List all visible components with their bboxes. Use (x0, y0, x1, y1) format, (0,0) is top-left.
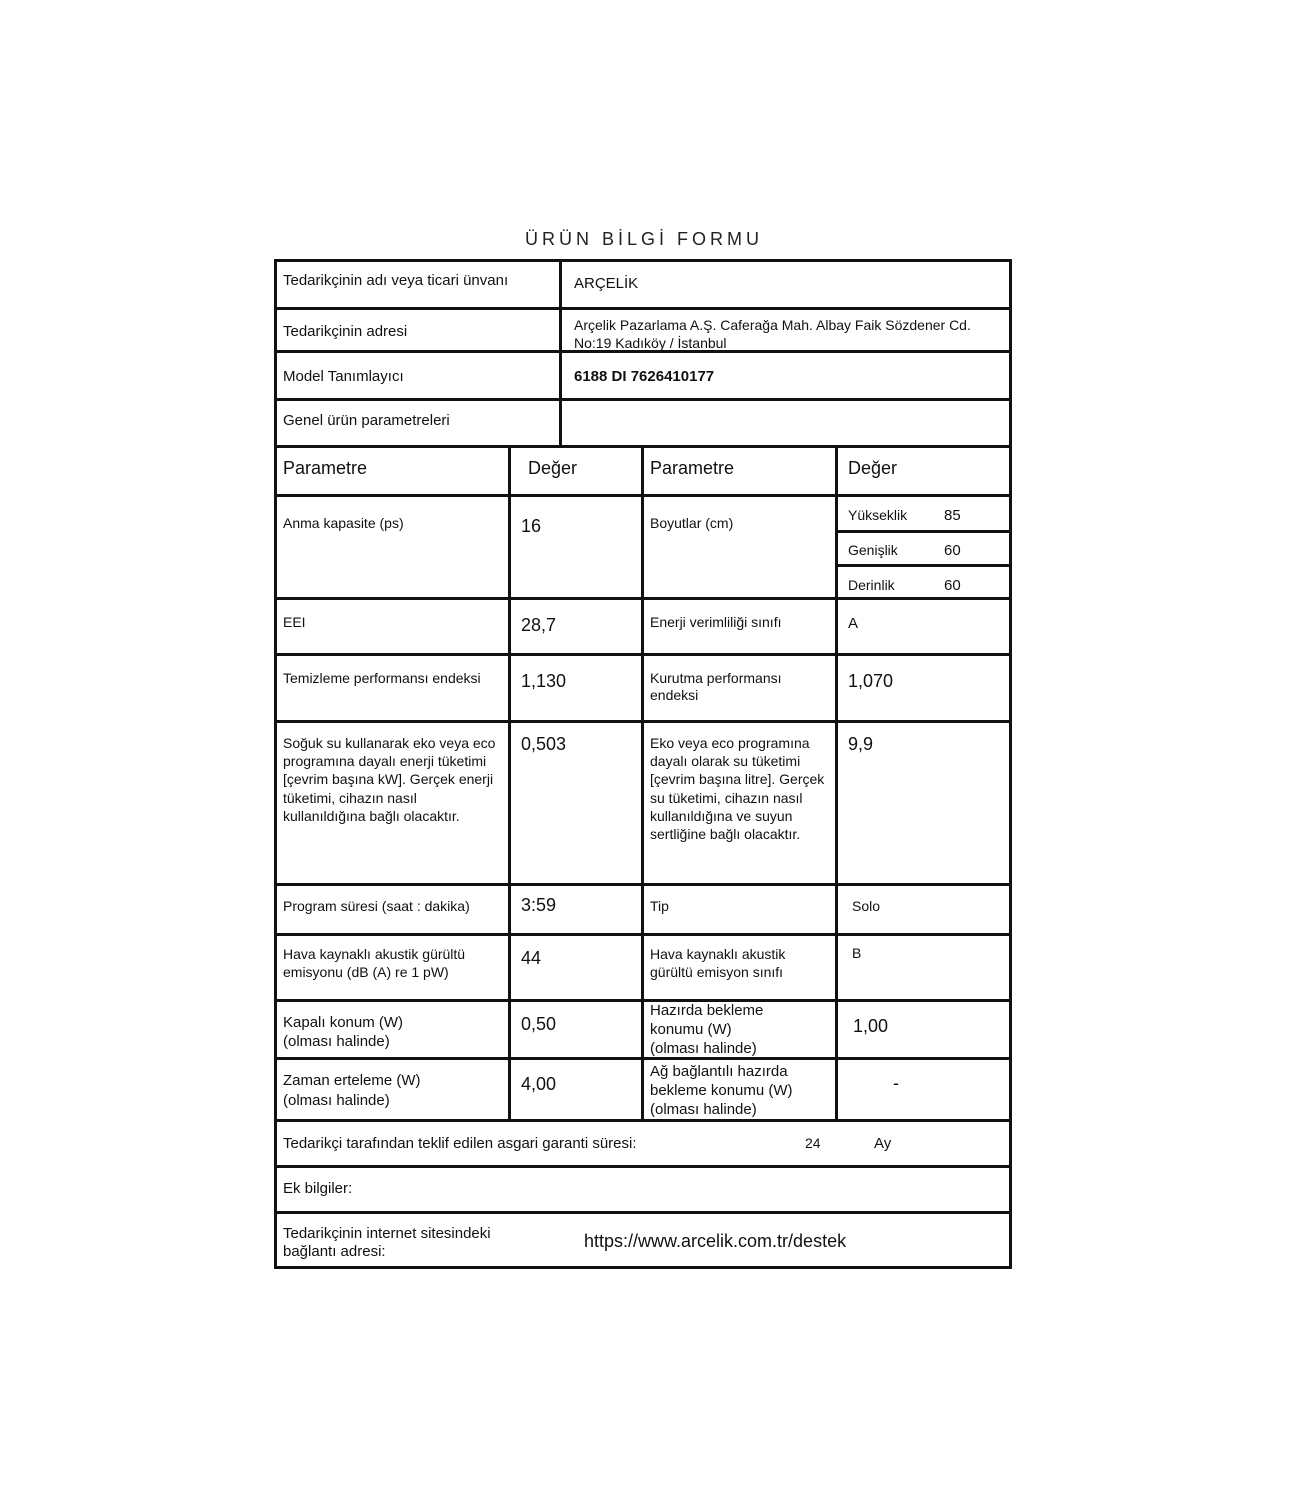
width-label: Genişlik (848, 542, 898, 558)
standby-label-line3: (olması halinde) (650, 1040, 757, 1057)
header-value-1: Değer (528, 458, 578, 478)
noise-class-label: Hava kaynaklı akustik gürültü emisyon sınıfı (650, 946, 786, 981)
website-label: Tedarikçinin internet sitesindeki bağlantı adresi: (283, 1225, 491, 1261)
type-value: Solo (852, 898, 881, 914)
warranty-unit: Ay (874, 1135, 892, 1152)
noise-emission-value: 44 (521, 948, 542, 968)
model-value: 6188 DI 7626410177 (574, 368, 715, 385)
form-title: ÜRÜN BİLGİ FORMU (524, 229, 763, 249)
drying-label: Kurutma performansı endeksi (650, 670, 782, 704)
website-link[interactable]: https://www.arcelik.com.tr/destek (584, 1231, 847, 1251)
column-divider (641, 445, 644, 1122)
depth-value: 60 (944, 577, 961, 594)
header-value-2: Değer (848, 458, 898, 478)
energy-class-value: A (848, 615, 859, 632)
off-mode-value: 0,50 (521, 1014, 557, 1034)
delay-start-value: 4,00 (521, 1074, 557, 1094)
general-params-label: Genel ürün parametreleri (283, 412, 450, 429)
row-divider (277, 1211, 1009, 1214)
row-divider (277, 398, 1009, 401)
height-label: Yükseklik (848, 507, 908, 523)
supplier-address-value: Arçelik Pazarlama A.Ş. Caferağa Mah. Albay Faik Sözdener Cd. No:19 Kadıköy / İstanbul (574, 317, 971, 351)
water-consumption-value: 9,9 (848, 734, 874, 754)
width-value: 60 (944, 542, 961, 559)
noise-class-value: B (852, 945, 862, 961)
eei-value: 28,7 (521, 615, 557, 635)
header-parameter-1: Parametre (283, 458, 368, 478)
height-value: 85 (944, 507, 961, 524)
network-standby-label-line1: Ağ bağlantılı hazırda (650, 1063, 788, 1080)
extra-info-label: Ek bilgiler: (283, 1180, 353, 1197)
type-label: Tip (650, 898, 669, 914)
cleaning-label: Temizleme performansı endeksi (283, 670, 481, 686)
capacity-value: 16 (521, 516, 542, 536)
standby-label-line1: Hazırda bekleme (650, 1002, 764, 1019)
program-duration-value: 3:59 (521, 895, 557, 915)
row-divider (838, 564, 1009, 567)
dimensions-label: Boyutlar (cm) (650, 515, 734, 531)
cleaning-value: 1,130 (521, 671, 567, 691)
warranty-value: 24 (805, 1135, 821, 1151)
energy-consumption-value: 0,503 (521, 734, 567, 754)
program-duration-label: Program süresi (saat : dakika) (283, 898, 470, 914)
header-parameter-2: Parametre (650, 458, 735, 478)
column-divider (559, 262, 562, 448)
network-standby-value: - (893, 1073, 899, 1093)
energy-class-label: Enerji verimliliği sınıfı (650, 614, 782, 630)
network-standby-label-line2: bekleme konumu (W) (650, 1082, 793, 1099)
supplier-address-label: Tedarikçinin adresi (283, 323, 408, 340)
eei-label: EEI (283, 614, 306, 630)
noise-emission-label: Hava kaynaklı akustik gürültü emisyonu (dB (A) re 1 pW) (283, 946, 466, 981)
model-label: Model Tanımlayıcı (283, 368, 404, 385)
column-divider (835, 445, 838, 1122)
delay-start-label-line1: Zaman erteleme (W) (283, 1072, 421, 1089)
supplier-name-value: ARÇELİK (574, 275, 639, 292)
supplier-name-label: Tedarikçinin adı veya ticari ünvanı (283, 272, 509, 289)
column-divider (508, 445, 511, 1122)
warranty-label: Tedarikçi tarafından teklif edilen asgari garanti süresi: (283, 1135, 637, 1152)
row-divider (277, 1165, 1009, 1168)
depth-label: Derinlik (848, 577, 895, 593)
standby-label-line2: konumu (W) (650, 1021, 732, 1038)
product-info-form (274, 259, 1012, 1269)
drying-value: 1,070 (848, 671, 894, 691)
network-standby-label-line3: (olması halinde) (650, 1101, 757, 1118)
row-divider (838, 530, 1009, 533)
delay-start-label-line2: (olması halinde) (283, 1092, 390, 1109)
row-divider (277, 307, 1009, 310)
capacity-label: Anma kapasite (ps) (283, 515, 404, 531)
standby-value: 1,00 (853, 1016, 889, 1036)
energy-consumption-label: Soğuk su kullanarak eko veya eco programına dayalı enerji tüketimi [çevrim başına kW]. Gerçek enerji tüketimi, cihazın nasıl kullanıldığına bağlı olacaktır. (283, 735, 496, 824)
off-mode-label-line2: (olması halinde) (283, 1033, 390, 1050)
water-consumption-label: Eko veya eco programına dayalı olarak su tüketimi [çevrim başına litre]. Gerçek su tüketimi, cihazın nasıl kullanıldığına ve suyun sertliğine bağlı olacaktır. (650, 735, 825, 842)
off-mode-label-line1: Kapalı konum (W) (283, 1014, 404, 1031)
